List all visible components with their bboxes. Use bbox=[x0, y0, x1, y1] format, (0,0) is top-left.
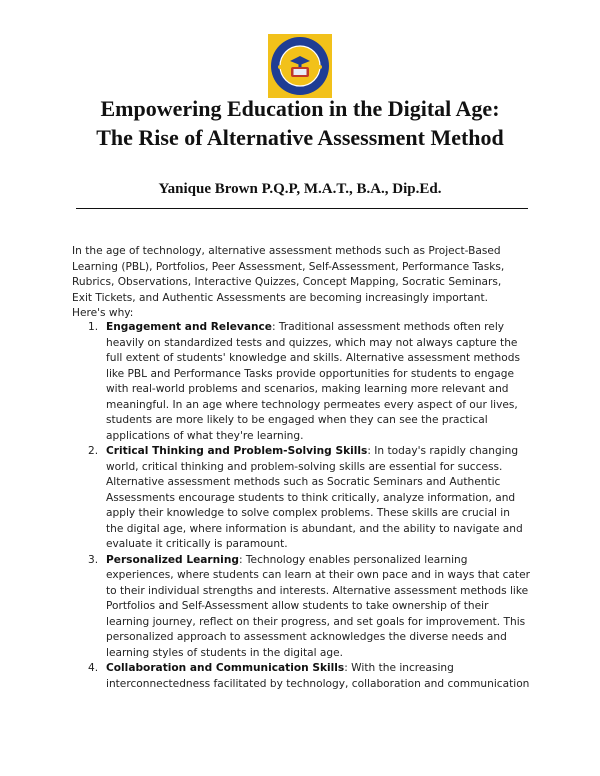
list-text: : Technology enables personalized learning experiences, where students can learn at their own pace and in ways that cater to their individual strengths and interests. Alternative assessment methods like Portfolios and Self-Assessment allow students to take ownership of their learning journey, reflect on their progress, and set goals for improvement. This personalized approach to assessment acknowledges the diverse needs and learning styles of students in the digital age. bbox=[106, 553, 530, 659]
list-heading: Collaboration and Communication Skills bbox=[106, 662, 345, 674]
author-credit: Yanique Brown P.Q.P, M.A.T., B.A., Dip.Ed. bbox=[158, 181, 442, 197]
list-item bbox=[72, 661, 530, 692]
list-item bbox=[72, 320, 530, 444]
list-item bbox=[72, 553, 530, 662]
list-heading: Personalized Learning bbox=[106, 553, 239, 566]
list-text: : In today's rapidly changing world, critical thinking and problem-solving skills are essential for success. Alternative assessment methods such as Socratic Seminars and Authentic Assessments encourage students to think critically, analyze information, and apply their knowledge to solve complex problems. These skills are crucial in the digital age, where information is abundant, and the ability to navigate and evaluate it critically is paramount. bbox=[106, 445, 523, 550]
reasons-list bbox=[72, 320, 530, 692]
intro-paragraph: In the age of technology, alternative assessment methods such as Project-Based Learning (PBL), Portfolios, Peer Assessment, Self-Assessment, Performance Tasks, Rubrics, Observations, Interactive Quizzes, Concept Mapping, Socratic Seminars, Exit Tickets, and Authentic Assessments are becoming increasingly important. Here's why: bbox=[72, 245, 505, 319]
list-number: 4. bbox=[88, 662, 99, 674]
list-number: 1. bbox=[88, 321, 99, 333]
list-text: : Traditional assessment methods often rely heavily on standardized tests and quizzes, which may not always capture the full extent of students' knowledge and skills. Alternative assessment methods like PBL and Performance Tasks provide opportunities for students to engage with real-world problems and scenarios, making learning more relevant and meaningful. In an age where technology permeates every aspect of our lives, students are more likely to be engaged when they can see the practical applications of what they're learning. bbox=[106, 321, 520, 442]
list-number: 3. bbox=[88, 553, 99, 566]
list-heading: Engagement and Relevance bbox=[106, 321, 272, 333]
list-number: 2. bbox=[88, 445, 99, 457]
list-item bbox=[72, 444, 530, 553]
title-line-2: The Rise of Alternative Assessment Method bbox=[96, 125, 504, 150]
title-divider bbox=[76, 208, 528, 209]
click-in-logo-icon bbox=[268, 34, 332, 98]
document-title bbox=[40, 94, 560, 152]
list-heading: Critical Thinking and Problem-Solving Skills bbox=[106, 445, 368, 457]
title-line-1: Empowering Education in the Digital Age: bbox=[100, 96, 500, 121]
list-text: : With the increasing interconnectedness facilitated by technology, collaboration and communication bbox=[106, 662, 530, 690]
